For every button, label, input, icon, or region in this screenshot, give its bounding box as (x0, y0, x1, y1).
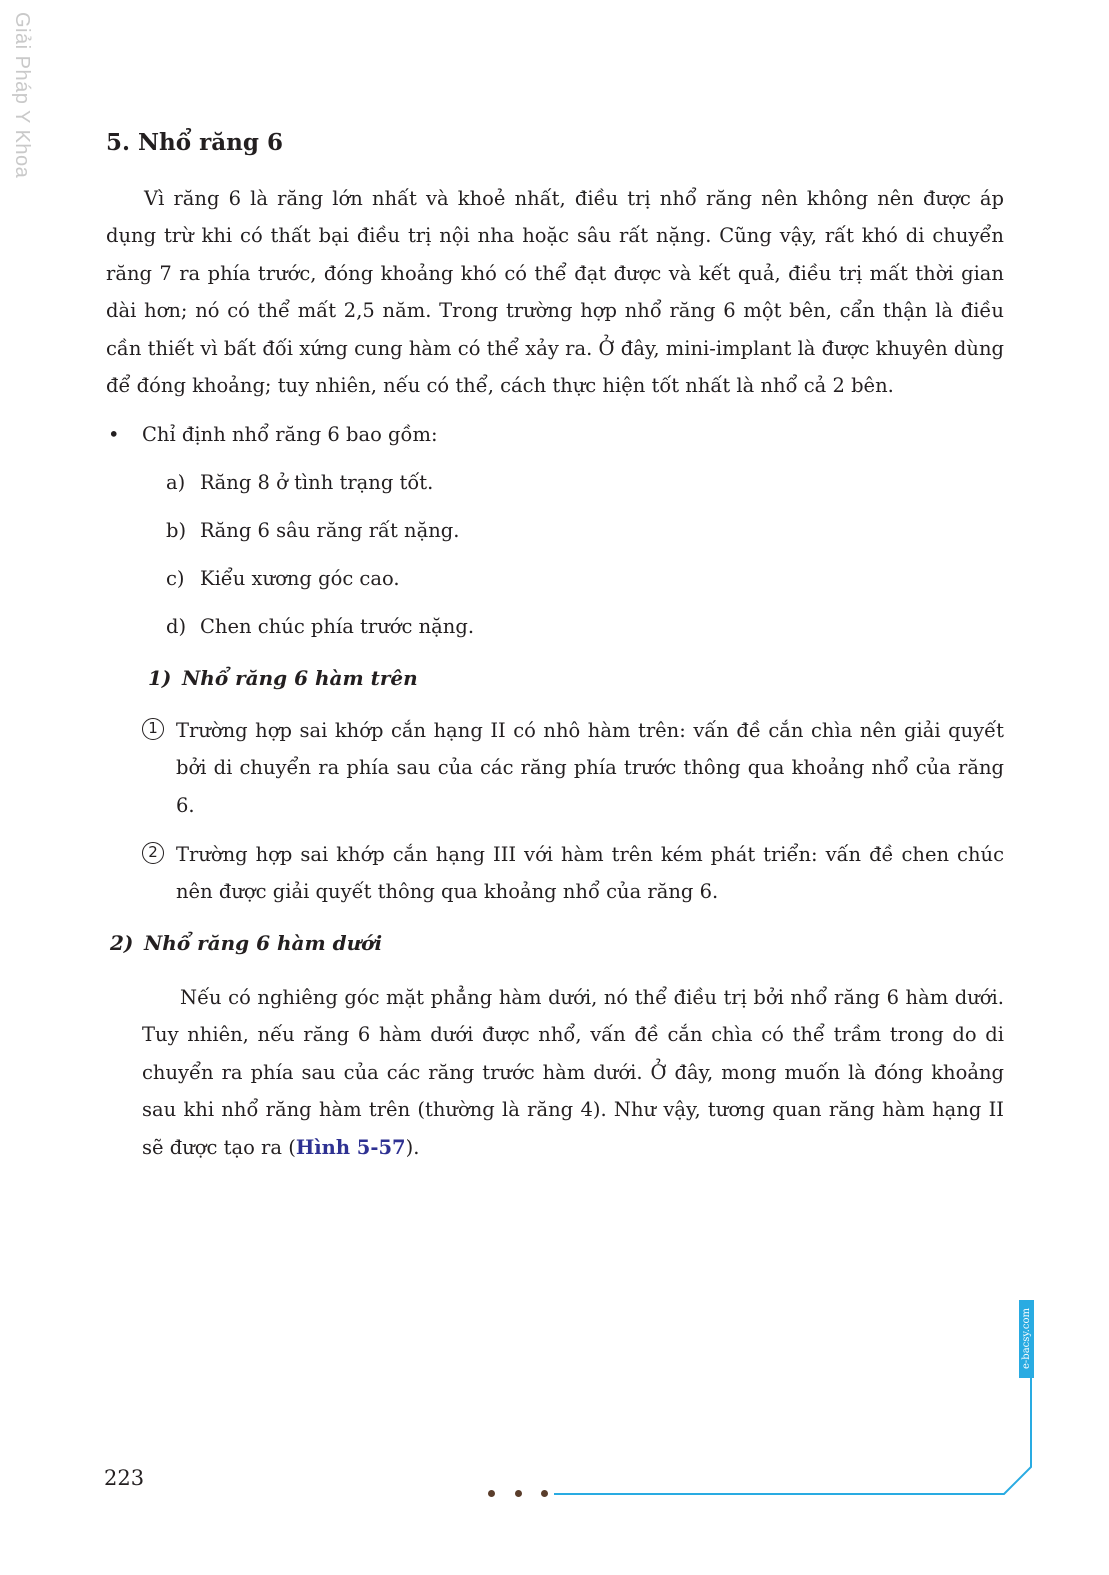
brand-watermark: Giải Pháp Y Khoa (11, 12, 33, 179)
subsection-title: Nhổ răng 6 hàm dưới (144, 931, 383, 955)
subsection-number: 2) (110, 931, 134, 955)
list-item-text: Răng 6 sâu răng rất nặng. (200, 519, 460, 542)
numbered-item-text: Trường hợp sai khớp cắn hạng III với hàm trên kém phát triển: vấn đề chen chúc nên được giải quyết thông qua khoảng nhổ của răng 6. (176, 843, 1004, 904)
lower-paragraph-end: ). (405, 1135, 420, 1159)
page-number: 223 (104, 1466, 145, 1490)
circled-number-icon: 1 (142, 718, 164, 740)
circled-number-icon: 2 (142, 842, 164, 864)
bullet-marker: • (108, 423, 120, 446)
intro-paragraph: Vì răng 6 là răng lớn nhất và khoẻ nhất, điều trị nhổ răng nên không nên được áp dụng trừ khi có thất bại điều trị nội nha hoặc sâu rất nặng. Cũng vậy, rất khó di chuyển răng 7 ra phía trước, đóng khoảng khó có thể đạt được và kết quả, điều trị mất thời gian dài hơn; nó có thể mất 2,5 năm. Trong trường hợp nhổ răng 6 một bên, cẩn thận là điều cần thiết vì bất đối xứng cung hàm có thể xảy ra. Ở đây, mini-implant là được khuyên dùng để đóng khoảng; tuy nhiên, nếu có thể, cách thực hiện tốt nhất là nhổ cả 2 bên. (106, 187, 1004, 398)
numbered-item-text: Trường hợp sai khớp cắn hạng II có nhô hàm trên: vấn đề cắn chìa nên giải quyết bởi di chuyển ra phía sau của các răng phía trước thông qua khoảng nhổ của răng 6. (176, 719, 1004, 817)
bullet-text: Chỉ định nhổ răng 6 bao gồm: (142, 423, 438, 446)
subsection-number: 1) (148, 666, 172, 690)
list-item-label: a) (166, 471, 186, 494)
list-item-label: b) (166, 519, 187, 542)
list-item-text: Kiểu xương góc cao. (200, 567, 400, 590)
figure-reference-link[interactable]: Hình 5-57 (295, 1135, 406, 1159)
lower-paragraph-text: Nếu có nghiêng góc mặt phẳng hàm dưới, nó thể điều trị bởi nhổ răng 6 hàm dưới. Tuy nhiên, nếu răng 6 hàm dưới được nhổ, vấn đề cắn chìa có thể trầm trong do di chuyển ra phía sau của các răng trước hàm dưới. Ở đây, mong muốn là đóng khoảng sau khi nhổ răng hàm trên (thường là răng 4). Như vậy, tương quan răng hàm hạng II sẽ được tạo ra ( (142, 986, 1004, 1159)
list-item-text: Chen chúc phía trước nặng. (200, 615, 475, 638)
list-item-label: d) (166, 615, 187, 638)
list-item-text: Răng 8 ở tình trạng tốt. (200, 471, 434, 494)
subsection-title: Nhổ răng 6 hàm trên (182, 666, 418, 690)
site-tag: e-bacsy.com (1019, 1300, 1034, 1378)
list-item-label: c) (166, 567, 185, 590)
section-title: 5. Nhổ răng 6 (106, 129, 283, 156)
